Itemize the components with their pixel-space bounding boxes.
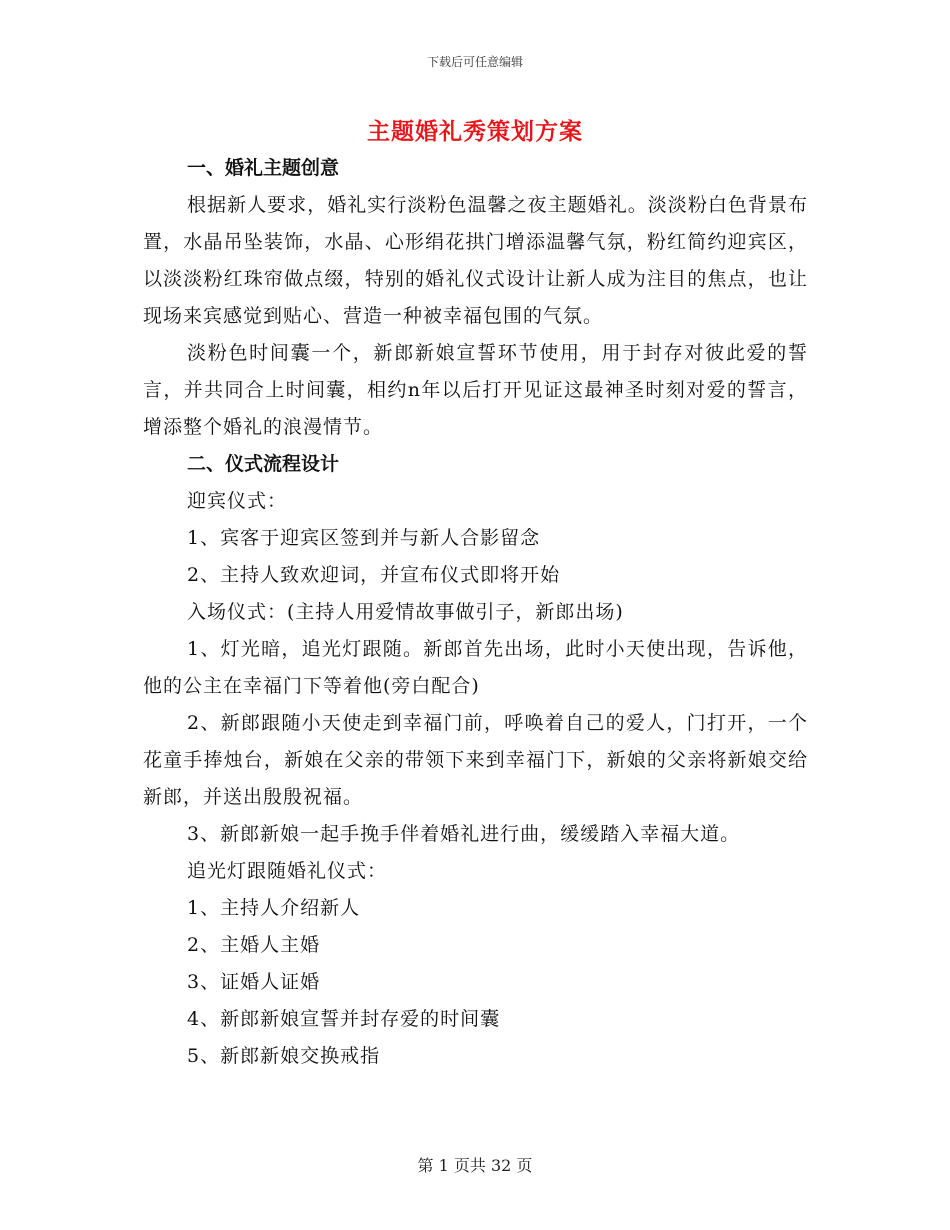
header-note: 下载后可任意编辑: [426, 55, 523, 69]
section-heading-ceremony-flow: 二、仪式流程设计: [187, 453, 340, 475]
list-item: 2、主婚人主婚: [187, 934, 321, 956]
list-item: 1、灯光暗，追光灯跟随。新郎首先出场，此时小天使出现，告诉他，他的公主在幸福门下等着他(旁白配合): [143, 638, 808, 697]
list-item: 4、新郎新娘宣誓并封存爱的时间囊: [187, 1008, 501, 1030]
list-item: 3、新郎新娘一起手挽手伴着婚礼进行曲，缓缓踏入幸福大道。: [187, 823, 741, 845]
welcome-label: 迎宾仪式：: [187, 490, 288, 512]
section-heading-theme: 一、婚礼主题创意: [187, 157, 340, 179]
ceremony-label: 追光灯跟随婚礼仪式：: [187, 860, 388, 882]
list-item: 1、主持人介绍新人: [187, 897, 361, 919]
list-item: 5、新郎新娘交换戒指: [187, 1045, 381, 1067]
document-title: 主题婚礼秀策划方案: [367, 118, 583, 145]
list-item: 2、新郎跟随小天使走到幸福门前，呼唤着自己的爱人，门打开，一个花童手捧烛台，新娘在父亲的带领下来到幸福门下，新娘的父亲将新娘交给新郎，并送出殷殷祝福。: [143, 712, 808, 808]
paragraph-theme-description: 根据新人要求，婚礼实行淡粉色温馨之夜主题婚礼。淡淡粉白色背景布置，水晶吊坠装饰，水晶、心形绢花拱门增添温馨气氛，粉红简约迎宾区，以淡淡粉红珠帘做点缀，特别的婚礼仪式设计让新人成为注目的焦点，也让现场来宾感觉到贴心、营造一种被幸福包围的气氛。: [143, 194, 808, 327]
page-number-footer: 第 1 页共 32 页: [417, 1156, 533, 1175]
paragraph-time-capsule: 淡粉色时间囊一个，新郎新娘宣誓环节使用，用于封存对彼此爱的誓言，并共同合上时间囊，相约n年以后打开见证这最神圣时刻对爱的誓言，增添整个婚礼的浪漫情节。: [143, 342, 808, 438]
list-item: 1、宾客于迎宾区签到并与新人合影留念: [187, 527, 541, 549]
list-item: 3、证婚人证婚: [187, 971, 321, 993]
list-item: 2、主持人致欢迎词，并宣布仪式即将开始: [187, 564, 561, 586]
entrance-label: 入场仪式：(主持人用爱情故事做引子，新郎出场): [187, 601, 624, 623]
document-body: [143, 150, 808, 1075]
